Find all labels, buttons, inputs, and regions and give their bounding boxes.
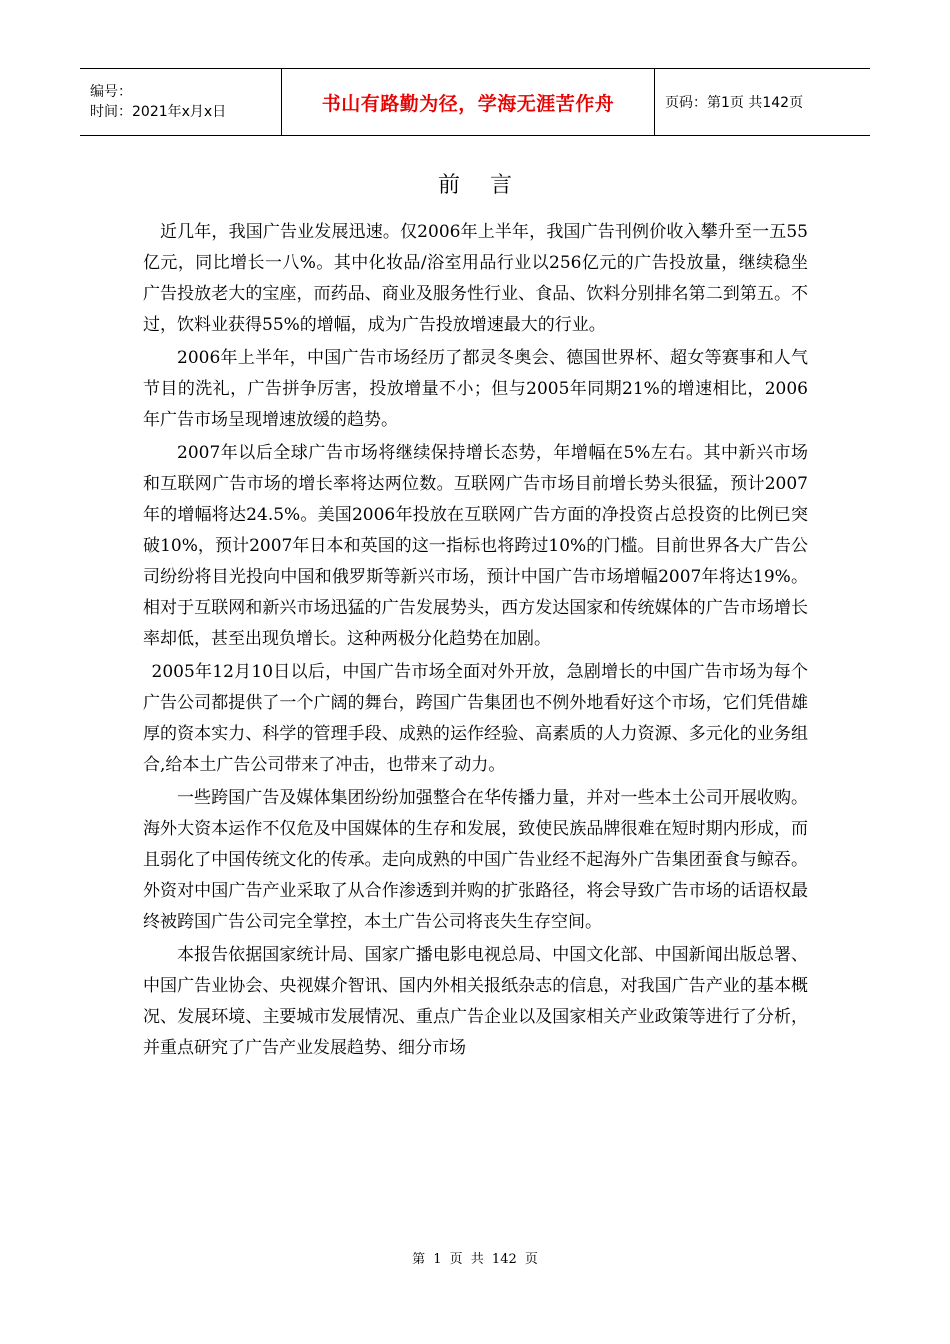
page-footer: 第 1 页 共 142 页 [412,1252,538,1267]
header-table [80,68,870,136]
document-body [143,217,808,1066]
document-number-label: 编号： [90,84,132,100]
page-title: 前言 [437,173,542,198]
header-page-code [655,69,870,135]
paragraph-5: 一些跨国广告及媒体集团纷纷加强整合在华传播力量，并对一些本土公司开展收购。海外大资本运作不仅危及中国媒体的生存和发展，致使民族品牌很难在短时期内形成，而且弱化了中国传统文化的传承。走向成熟的中国广告业经不起海外广告集团蚕食与鲸吞。外资对中国广告产业采取了从合作渗透到并购的扩张路径，将会导致广告市场的话语权最终被跨国广告公司完全掌控，本土广告公司将丧失生存空间。 [143,788,808,932]
motto-text: 书山有路勤为径，学海无涯苦作舟 [321,92,615,115]
paragraph-3: 2007年以后全球广告市场将继续保持增长态势，年增幅在5%左右。其中新兴市场和互联网广告市场的增长率将达两位数。互联网广告市场目前增长势头很猛，预计2007年的增幅将达24.5%。美国2006年投放在互联网广告方面的净投资占总投资的比例已突破10%，预计2007年日本和英国的这一指标也将跨过10%的门槛。目前世界各大广告公司纷纷将目光投向中国和俄罗斯等新兴市场，预计中国广告市场增幅2007年将达19%。相对于互联网和新兴市场迅猛的广告发展势头，西方发达国家和传统媒体的广告市场增长率却低，甚至出现负增长。这种两极分化趋势在加剧。 [143,443,808,649]
page-code-text: 页码：第1页 共142页 [665,95,804,111]
document-date: 时间：2021年x月x日 [90,104,227,120]
header-meta [80,69,281,135]
paragraph-1: 近几年，我国广告业发展迅速。仅2006年上半年，我国广告刊例价收入攀升至一五55亿元，同比增长一八%。其中化妆品/浴室用品行业以256亿元的广告投放量，继续稳坐广告投放老大的宝座，而药品、商业及服务性行业、食品、饮料分别排名第二到第五。不过，饮料业获得55%的增幅，成为广告投放增速最大的行业。 [143,222,808,335]
paragraph-4: 2005年12月10日以后，中国广告市场全面对外开放，急剧增长的中国广告市场为每个广告公司都提供了一个广阔的舞台，跨国广告集团也不例外地看好这个市场，它们凭借雄厚的资本实力、科学的管理手段、成熟的运作经验、高素质的人力资源、多元化的业务组合,给本土广告公司带来了冲击，也带来了动力。 [143,662,808,775]
paragraph-2: 2006年上半年，中国广告市场经历了都灵冬奥会、德国世界杯、超女等赛事和人气节目的洗礼，广告拼争厉害，投放增量不小；但与2005年同期21%的增速相比，2006年广告市场呈现增速放缓的趋势。 [143,348,808,430]
header-motto [281,69,655,135]
paragraph-6: 本报告依据国家统计局、国家广播电影电视总局、中国文化部、中国新闻出版总署、中国广告业协会、央视媒介智讯、国内外相关报纸杂志的信息，对我国广告产业的基本概况、发展环境、主要城市发展情况、重点广告企业以及国家相关产业政策等进行了分析，并重点研究了广告产业发展趋势、细分市场 [143,945,808,1058]
